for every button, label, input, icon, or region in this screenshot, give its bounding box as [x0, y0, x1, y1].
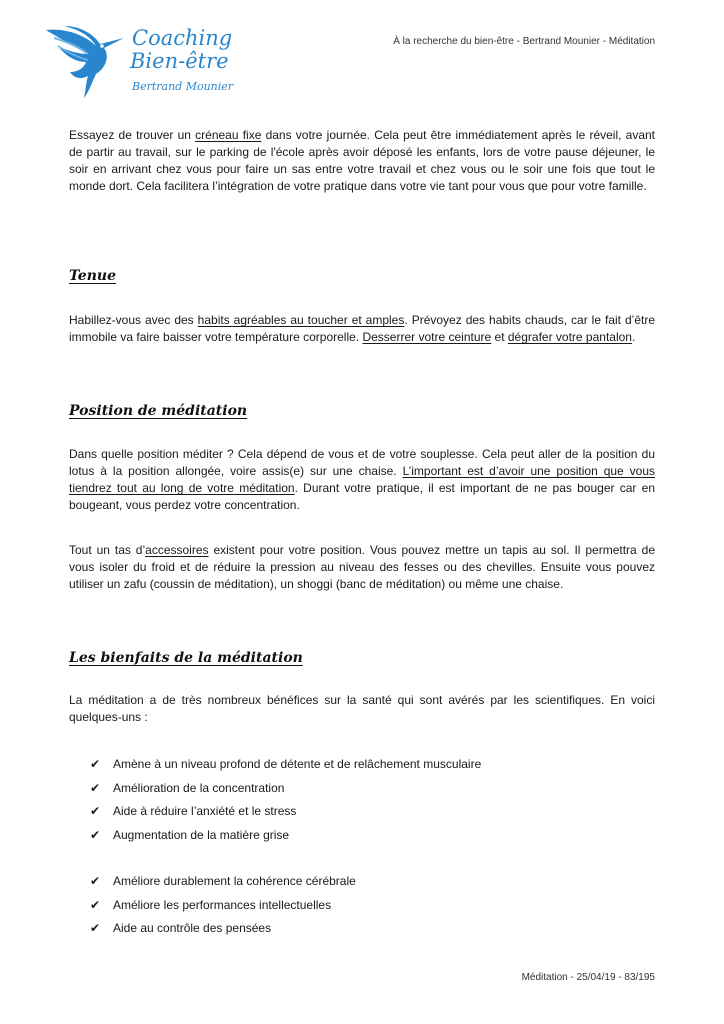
paragraph-schedule: Essayez de trouver un créneau fixe dans votre journée. Cela peut être immédiatement après le réveil, avant de partir au travail, sur le parking de l'école après avoir déposé les enfants, lors de votre pause déjeuner, le soir en arrivant chez vous pour faire un sas entre votre travail et chez vous ou le soir une fois que tout le monde dort. Cela facilitera l’intégration de votre pratique dans votre vie tant pour vous que pour votre famille.: [69, 128, 655, 193]
list-item: ✔ Améliore durablement la cohérence cérébrale: [90, 874, 356, 888]
heading-bienfaits: Les bienfaits de la méditation: [69, 650, 303, 666]
list-item: ✔ Augmentation de la matière grise: [90, 827, 290, 842]
paragraph-accessoires: Tout un tas d’accessoires existent pour votre position. Vous pouvez mettre un tapis au sol. Il permettra de vous isoler du froid et de réduire la pression au niveau des fesses ou des chevilles. Ensuite vous pouvez utiliser un zafu (coussin de méditation), un shoggi (banc de méditation) ou même une chaise.: [69, 543, 655, 591]
logo-title-line2: Bien-être: [130, 49, 229, 73]
checkmark-icon: ✔: [90, 897, 101, 912]
checkmark-icon: ✔: [90, 780, 101, 795]
list-item: ✔ Amélioration de la concentration: [90, 780, 285, 795]
paragraph-position: Dans quelle position méditer ? Cela dépend de vous et de votre souplesse. Cela peut aller de la position du lotus à la position allongée, voire assis(e) sur une chaise. L’important est d’avoir une position que vous tiendrez tout au long de votre méditation. Durant votre pratique, il est important de ne pas bouger car en bougeant, vous perdez votre concentration.: [69, 447, 656, 512]
heading-tenue: Tenue: [69, 268, 116, 284]
checkmark-icon: ✔: [90, 874, 101, 888]
benefits-list-2: [90, 873, 356, 944]
list-item: ✔ Aide à réduire l’anxiété et le stress: [90, 804, 297, 818]
heading-position: Position de méditation: [69, 403, 248, 419]
logo-title-line1: Coaching: [132, 26, 233, 50]
page-footer: Méditation - 25/04/19 - 83/195: [521, 972, 655, 983]
list-item: ✔ Amène à un niveau profond de détente et de relâchement musculaire: [90, 757, 482, 771]
list-item: ✔ Aide au contrôle des pensées: [90, 921, 272, 935]
paragraph-tenue: Habillez-vous avec des habits agréables au toucher et amples. Prévoyez des habits chauds, car le fait d’être immobile va faire baisser votre température corporelle. Desserrer votre ceinture et dégrafer votre pantalon.: [69, 313, 655, 344]
hummingbird-icon: [44, 24, 130, 100]
checkmark-icon: ✔: [90, 921, 101, 935]
checkmark-icon: ✔: [90, 757, 101, 771]
emphasis-creneau-fixe: créneau fixe: [195, 128, 262, 142]
logo-author: Bertrand Mounier: [132, 80, 234, 93]
checkmark-icon: ✔: [90, 804, 101, 818]
checkmark-icon: ✔: [90, 827, 101, 842]
benefits-list-1: [90, 756, 481, 850]
logo: [44, 24, 244, 104]
paragraph-bienfaits-intro: La méditation a de très nombreux bénéfices sur la santé qui sont avérés par les scientifiques. En voici quelques-uns :: [69, 693, 655, 724]
page-header: À la recherche du bien-être - Bertrand Mounier - Méditation: [393, 36, 655, 47]
list-item: ✔ Améliore les performances intellectuelles: [90, 897, 332, 912]
